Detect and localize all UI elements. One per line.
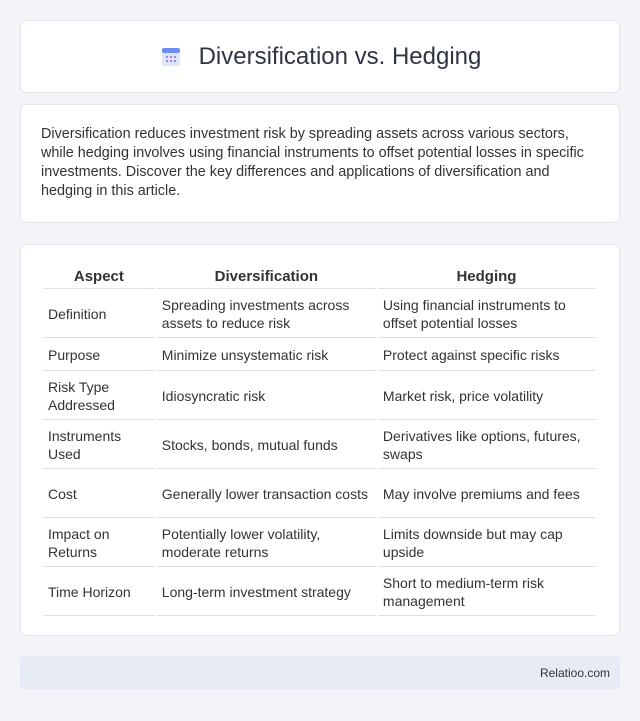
footer-bar (20, 656, 620, 689)
cell-diversification: Generally lower transaction costs (157, 471, 376, 518)
cell-hedging: Protect against specific risks (378, 340, 595, 371)
cell-aspect: Definition (43, 291, 155, 338)
header-card (20, 20, 620, 93)
cell-aspect: Time Horizon (43, 569, 155, 616)
table-row (43, 520, 595, 567)
comparison-card (20, 244, 620, 636)
cell-hedging: Short to medium-term risk management (378, 569, 595, 616)
comparison-table (41, 265, 597, 618)
table-header-row (43, 267, 595, 289)
cell-diversification: Minimize unsystematic risk (157, 340, 376, 371)
cell-hedging: Using financial instruments to offset potential losses (378, 291, 595, 338)
cell-diversification: Potentially lower volatility, moderate returns (157, 520, 376, 567)
cell-diversification: Spreading investments across assets to reduce risk (157, 291, 376, 338)
cell-hedging: Derivatives like options, futures, swaps (378, 422, 595, 469)
cell-hedging: Limits downside but may cap upside (378, 520, 595, 567)
cell-aspect: Risk Type Addressed (43, 373, 155, 420)
cell-aspect: Impact on Returns (43, 520, 155, 567)
table-row (43, 569, 595, 616)
table-row (43, 422, 595, 469)
cell-diversification: Long-term investment strategy (157, 569, 376, 616)
intro-text: Diversification reduces investment risk by spreading assets across various sectors, while hedging involves using financial instruments to offset potential losses in specific investments. Discover the key differences and applications of diversification and hedging in this article. (41, 126, 584, 199)
page-title: Diversification vs. Hedging (198, 42, 482, 70)
cell-aspect: Cost (43, 471, 155, 518)
table-row (43, 471, 595, 518)
header-aspect: Aspect (43, 267, 155, 289)
cell-hedging: Market risk, price volatility (378, 373, 595, 420)
cell-hedging: May involve premiums and fees (378, 471, 595, 518)
header-diversification: Diversification (157, 267, 376, 289)
footer-brand-link[interactable]: Relatioo.com (539, 665, 610, 680)
header-hedging: Hedging (378, 267, 595, 289)
cell-diversification: Stocks, bonds, mutual funds (157, 422, 376, 469)
title-wrap (159, 43, 482, 71)
calendar-grid-icon (159, 45, 183, 69)
table-row (43, 373, 595, 420)
cell-diversification: Idiosyncratic risk (157, 373, 376, 420)
table-row (43, 340, 595, 371)
table-row (43, 291, 595, 338)
intro-card (20, 104, 620, 223)
cell-aspect: Instruments Used (43, 422, 155, 469)
cell-aspect: Purpose (43, 340, 155, 371)
